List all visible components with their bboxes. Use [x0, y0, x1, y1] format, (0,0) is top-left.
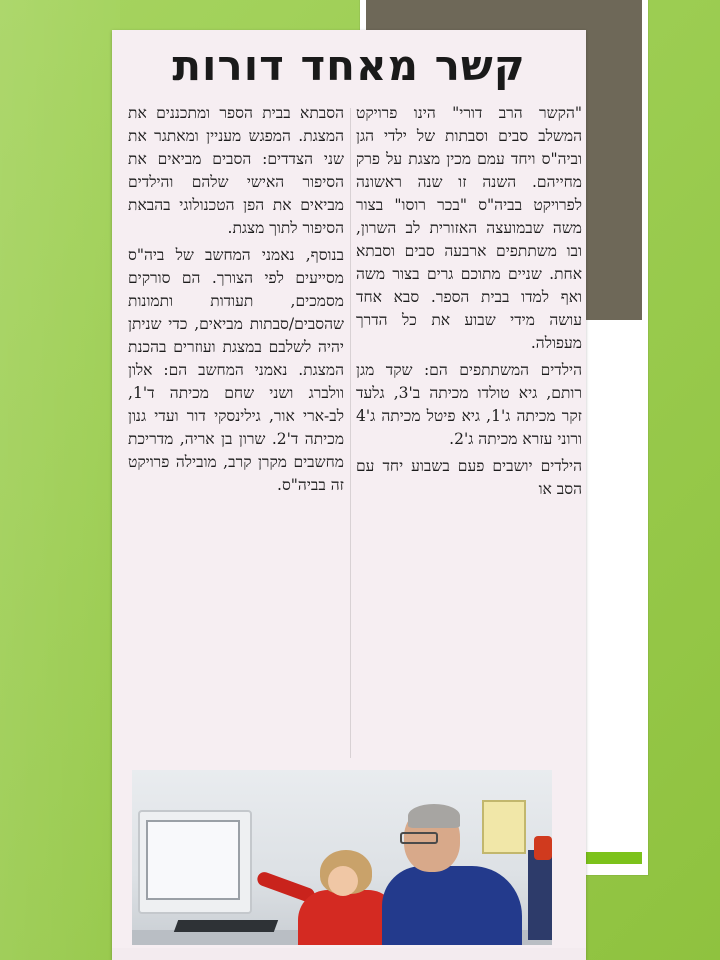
- grandfather-hair: [408, 804, 460, 828]
- monitor-screen: [146, 820, 240, 900]
- girl-face: [328, 866, 358, 896]
- article-column-right: [356, 102, 582, 762]
- photo-background-object: [534, 836, 552, 860]
- glasses-icon: [400, 832, 438, 844]
- newspaper-clipping: [112, 30, 586, 960]
- article-paragraph: הסבתא בבית הספר ומתכננים את המצגת. המפגש מעניין ומאתגר את שני הצדדים: הסבים מביאים את הסיפור האישי שלהם והילדים מביאים את הפן הטכנולוגי בהבאת הסיפור לתוך מצגת.: [128, 104, 344, 237]
- column-divider: [350, 108, 351, 758]
- article-paragraph: "הקשר הרב דורי" הינו פרויקט המשלב סבים וסבתות של ילדי הגן וביה"ס ויחד עמם מכין מצגת על פרק מחייהם. השנה זו שנה ראשונה לפרויקט בביה"ס "בכר רוסו" בצור משה שבמועצה האזורית לב השרון, ובו משתתפים ארבעה סבים וסבתא אחת. שניים מתוכם גרים בצור משה ואף למדו בבית הספר. סבא אחד עושה מידי שבוע את כל הדרך מעפולה.: [356, 104, 582, 352]
- keyboard-icon: [174, 920, 278, 932]
- article-paragraph: בנוסף, נאמני המחשב של ביה"ס מסייעים לפי הצורך. הם סורקים מסמכים, תעודות ותמונות שהסבים/סבתות מביאים, כדי שניתן יהיה לשלבם במצגת ועוזרים בהכנת המצגת. נאמני המחשב הם: אלון וולברג ושני שחם מכיתה ד'1, לב-ארי אור, גילינסקי דור ועדי גנון מכיתה ד'2. שרון בן אריה, מדריכת מחשבים מקרן קרב, מובילה פרויקט זה בביה"ס.: [128, 246, 345, 494]
- article-paragraph: הילדים המשתתפים הם: שקד מגן רותם, גיא טולדו מכיתה ב'3, גלעד זקר מכיתה ג'1, גיא פיטל מכיתה ג'4 ורוני עזרא מכיתה ג'2.: [356, 361, 583, 448]
- article-paragraph: הילדים יושבים פעם בשבוע יחד עם הסב או: [356, 457, 582, 498]
- article-photo: [132, 770, 552, 945]
- grandfather-figure: [382, 866, 522, 945]
- photo-background-object: [528, 850, 552, 940]
- article-column-left: [128, 102, 344, 762]
- clipping-bottom-edge: [112, 948, 586, 960]
- green-accent-bar: [586, 852, 642, 864]
- article-headline: קשר מאחד דורות: [172, 41, 526, 90]
- background-decoration: [0, 0, 120, 960]
- monitor-icon: [482, 800, 526, 854]
